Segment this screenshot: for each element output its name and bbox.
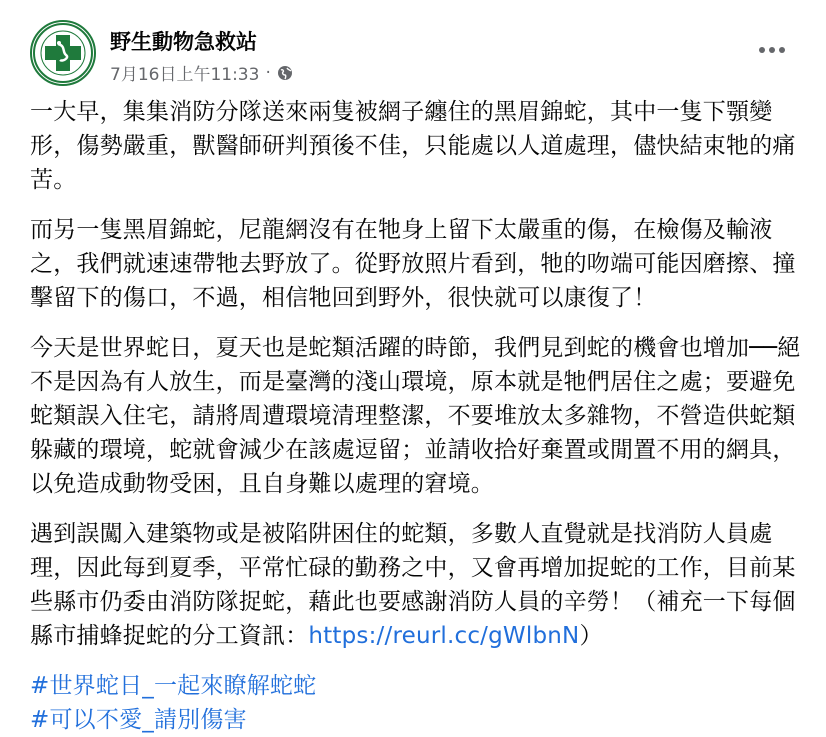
hashtag-link[interactable]: #世界蛇日_一起來瞭解蛇蛇 bbox=[30, 673, 317, 699]
post-content bbox=[30, 95, 805, 737]
post-header bbox=[30, 20, 800, 90]
post-paragraph: 而另一隻黑眉錦蛇，尼龍網沒有在牠身上留下太嚴重的傷，在檢傷及輸液之，我們就速速帶牠去野放了。從野放照片看到，牠的吻端可能因磨擦、撞擊留下的傷口，不過，相信牠回到野外，很快就可以康復了！ bbox=[30, 217, 796, 311]
post-paragraph-close: ） bbox=[579, 623, 603, 649]
post-paragraph-last bbox=[30, 517, 805, 653]
page-avatar[interactable] bbox=[30, 20, 96, 86]
post-timestamp[interactable]: 7月16日上午11:33 bbox=[110, 65, 260, 85]
hashtag-list bbox=[30, 669, 805, 737]
hashtag-link[interactable]: #可以不愛_請別傷害 bbox=[30, 707, 247, 733]
post-paragraph: 一大早，集集消防分隊送來兩隻被網子纏住的黑眉錦蛇，其中一隻下顎變形，傷勢嚴重，獸醫師研判預後不佳，只能處以人道處理，儘快結束牠的痛苦。 bbox=[30, 99, 796, 193]
external-link[interactable]: https://reurl.cc/gWlbnN bbox=[308, 623, 580, 649]
post-paragraph: 今天是世界蛇日，夏天也是蛇類活躍的時節，我們見到蛇的機會也增加──絕不是因為有人放生，而是臺灣的淺山環境，原本就是牠們居住之處；要避免蛇類誤入住宅，請將周遭環境清理整潔，不要堆放太多雜物，不營造供蛇類躲藏的環境，蛇就會減少在該處逗留；並請收拾好棄置或閒置不用的網具，以免造成動物受困，且自身難以處理的窘境。 bbox=[30, 335, 801, 497]
more-horizontal-icon bbox=[757, 47, 787, 53]
globe-icon[interactable] bbox=[277, 65, 293, 81]
post-meta bbox=[110, 60, 293, 85]
meta-separator: · bbox=[265, 62, 271, 83]
post-paragraph-text: 遇到誤闖入建築物或是被陷阱困住的蛇類，多數人直覺就是找消防人員處理，因此每到夏季，平常忙碌的勤務之中，又會再增加捉蛇的工作，目前某些縣市仍委由消防隊捉蛇，藉此也要感謝消防人員的辛勞！（補充一下每個縣市捕蜂捉蛇的分工資訊： bbox=[30, 521, 796, 649]
wildlife-rescue-logo-icon bbox=[32, 22, 94, 84]
more-options-button[interactable] bbox=[752, 30, 792, 70]
page-name[interactable]: 野生動物急救站 bbox=[110, 30, 257, 54]
